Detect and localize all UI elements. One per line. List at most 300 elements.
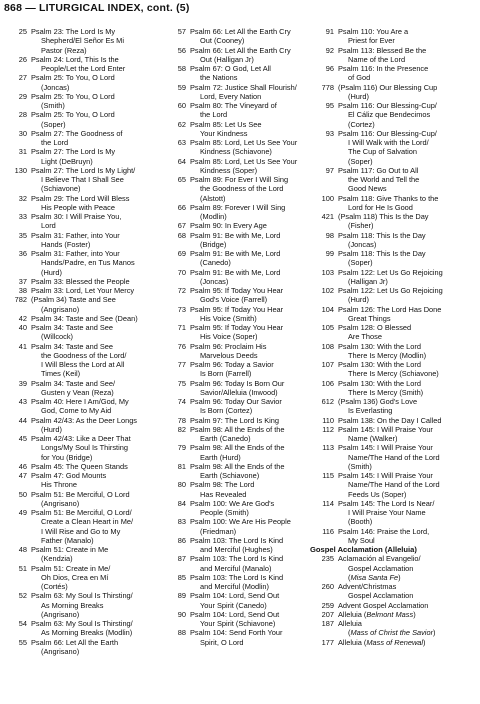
entry-line: Psalm 45: The Queen Stands bbox=[31, 461, 128, 471]
entry-number: 76 bbox=[177, 341, 186, 351]
entry-line: Psalm 138: On the Day I Called bbox=[338, 415, 442, 425]
entry-line: Lord, Every Nation bbox=[200, 91, 262, 101]
entry-number: 103 bbox=[321, 267, 334, 277]
index-entry bbox=[10, 92, 163, 111]
entry-line: the Goodness of the Lord/ bbox=[41, 350, 127, 360]
index-entry bbox=[169, 554, 315, 573]
entry-number: 36 bbox=[18, 249, 27, 258]
entry-line: Advent Gospel Acclamation bbox=[338, 600, 429, 610]
entry-number: 63 bbox=[177, 138, 186, 147]
entry-title bbox=[31, 638, 163, 657]
entry-line: Psalm 128: O Blessed bbox=[338, 323, 412, 332]
entry-number: 81 bbox=[177, 461, 186, 471]
entry-title bbox=[190, 138, 315, 157]
entry-line: Psalm 103: The Lord Is Kind bbox=[190, 572, 284, 582]
entry-title bbox=[338, 231, 477, 250]
entry-number: 92 bbox=[325, 45, 334, 55]
entry-number: 51 bbox=[18, 563, 27, 573]
entry-title bbox=[190, 175, 315, 203]
entry-number: 93 bbox=[325, 128, 334, 138]
entry-line: Psalm 63: My Soul Is Thirsting/ bbox=[31, 619, 133, 628]
index-entry bbox=[10, 342, 163, 379]
entry-line: Psalm 30: I Will Praise You, bbox=[31, 212, 122, 221]
entry-line: (Booth) bbox=[348, 517, 373, 527]
entry-title bbox=[338, 443, 477, 471]
entry-line: I Will Bless the Lord at All bbox=[41, 360, 125, 369]
entry-line: Name/The Hand of the Lord bbox=[348, 480, 440, 490]
entry-number: 107 bbox=[321, 360, 334, 369]
entry-line: Psalm 27: The Lord Is My Light/ bbox=[31, 165, 136, 175]
index-entry bbox=[169, 379, 315, 398]
entry-line: Psalm 27: The Goodness of bbox=[31, 128, 123, 138]
entry-line: Psalm 51: Create in Me bbox=[31, 545, 109, 554]
entry-line: (Hurd) bbox=[41, 267, 62, 277]
entry-title bbox=[190, 268, 315, 287]
index-entry bbox=[10, 55, 163, 74]
entry-title bbox=[338, 323, 477, 342]
entry-title: Alleluia (Belmont Mass) bbox=[338, 609, 416, 619]
entry-number: 74 bbox=[177, 397, 186, 406]
index-entry bbox=[10, 314, 163, 323]
entry-title bbox=[190, 443, 315, 462]
entry-number: 97 bbox=[325, 165, 334, 175]
index-column-1 bbox=[10, 27, 163, 656]
entry-title bbox=[338, 249, 477, 268]
entry-line: (Hurd) bbox=[348, 295, 369, 305]
entry-line: Psalm 51: Be Merciful, O Lord bbox=[31, 489, 130, 499]
entry-title bbox=[190, 416, 315, 425]
entry-number: 116 bbox=[322, 526, 334, 536]
entry-number: 33 bbox=[18, 212, 27, 221]
entry-number: 75 bbox=[177, 378, 186, 388]
entry-line: Psalm 104: Lord, Send Out bbox=[190, 609, 280, 619]
entry-line: Earth (Schiavone) bbox=[200, 471, 260, 480]
entry-number: 37 bbox=[18, 276, 27, 286]
index-entry bbox=[317, 64, 477, 83]
entry-title bbox=[338, 360, 477, 379]
entry-line: Psalm 98: The Lord bbox=[190, 480, 255, 490]
index-entry bbox=[317, 638, 477, 647]
entry-title bbox=[338, 471, 477, 499]
index-entry bbox=[169, 120, 315, 139]
entry-line: Out (Cooney) bbox=[200, 36, 245, 46]
entry-line: (Kendzia) bbox=[41, 554, 73, 564]
entry-line: Alleluia bbox=[338, 609, 364, 619]
entry-number: 57 bbox=[177, 27, 186, 36]
entry-line: There Is Mercy (Schiavone) bbox=[348, 369, 439, 379]
entry-line: Psalm 80: The Vineyard of bbox=[190, 101, 277, 110]
entry-line: Psalm 27: The Lord Is My bbox=[31, 147, 116, 157]
entry-title bbox=[190, 379, 315, 398]
entry-line: Psalm 23: The Lord Is My bbox=[31, 27, 116, 36]
entry-line: Lord bbox=[41, 221, 56, 231]
entry-number: 110 bbox=[322, 415, 334, 425]
entry-line: for You (Bridge) bbox=[41, 452, 93, 462]
entry-line: His Throne bbox=[41, 480, 78, 490]
entry-title bbox=[190, 573, 315, 592]
entry-title: Alleluia (Mass of Christ the Savior) bbox=[338, 619, 436, 638]
entry-number: 28 bbox=[18, 110, 27, 120]
entry-title bbox=[190, 157, 315, 176]
index-entry bbox=[317, 471, 477, 499]
entry-title bbox=[190, 397, 315, 416]
entry-number: 90 bbox=[177, 609, 186, 619]
entry-number: 235 bbox=[321, 554, 334, 564]
entry-title bbox=[190, 83, 315, 102]
entry-number: 49 bbox=[18, 508, 27, 517]
entry-number: 38 bbox=[18, 286, 27, 295]
entry-line: the Nations bbox=[200, 73, 238, 83]
entry-number: 80 bbox=[177, 480, 186, 490]
index-column-2 bbox=[169, 27, 315, 647]
entry-number: 84 bbox=[177, 498, 186, 508]
entry-title bbox=[338, 166, 477, 194]
entry-line: Psalm 47: God Mounts bbox=[31, 471, 107, 480]
index-entry bbox=[10, 416, 163, 435]
entry-line: Good News bbox=[348, 184, 387, 194]
entry-number: 86 bbox=[177, 535, 186, 545]
entry-line: Gospel Acclamation bbox=[348, 563, 414, 573]
index-entry bbox=[169, 416, 315, 425]
entry-number: 73 bbox=[177, 304, 186, 314]
index-entry bbox=[169, 443, 315, 462]
index-entry bbox=[317, 129, 477, 166]
entry-line: and Merciful (Modlin) bbox=[200, 582, 270, 591]
entry-line: (Fisher) bbox=[348, 221, 374, 231]
entry-line: God's Voice (Farrell) bbox=[200, 295, 268, 305]
entry-line: Psalm 145: I Will Praise Your bbox=[338, 424, 433, 434]
entry-number: 99 bbox=[325, 249, 334, 258]
entry-line: the World and Tell the bbox=[348, 175, 420, 184]
index-entry bbox=[10, 129, 163, 148]
entry-line: Name of the Lord bbox=[348, 54, 406, 64]
entry-line: El Cáliz que Bendecimos bbox=[348, 110, 431, 120]
index-entry bbox=[169, 138, 315, 157]
entry-line: As Morning Breaks (Modlin) bbox=[41, 628, 133, 638]
entry-number: 52 bbox=[18, 591, 27, 601]
entry-line: I Will Rise and Go to My bbox=[41, 526, 121, 536]
index-entry bbox=[169, 397, 315, 416]
entry-line: the Lord bbox=[41, 138, 69, 147]
entry-line: the Lord bbox=[200, 110, 228, 120]
entry-title bbox=[190, 425, 315, 444]
entry-title bbox=[31, 231, 163, 250]
entry-line: (Hurd) bbox=[41, 424, 62, 434]
entry-title bbox=[190, 305, 315, 324]
index-entry bbox=[10, 277, 163, 286]
entry-line: His People with Peace bbox=[41, 202, 115, 212]
entry-title bbox=[190, 101, 315, 120]
index-entry bbox=[169, 249, 315, 268]
index-entry bbox=[10, 73, 163, 92]
entry-title bbox=[190, 27, 315, 46]
entry-number: 78 bbox=[177, 415, 186, 425]
entry-title bbox=[190, 554, 315, 573]
entry-line: Psalm 130: With the Lord bbox=[338, 378, 421, 388]
entry-line: Psalm 96: Today a Savior bbox=[190, 360, 274, 369]
entry-line: Psalm 116: In the Presence bbox=[338, 64, 429, 73]
entry-number: 55 bbox=[18, 637, 27, 647]
entry-line: of God bbox=[348, 73, 371, 83]
entry-mass-name: Belmont Mass bbox=[366, 609, 414, 619]
entry-title bbox=[190, 249, 315, 268]
index-entry bbox=[169, 27, 315, 46]
index-entry bbox=[10, 110, 163, 129]
index-entry bbox=[10, 508, 163, 545]
index-entry bbox=[169, 64, 315, 83]
entry-line: His Voice (Smith) bbox=[200, 313, 257, 323]
entry-line: (Soper) bbox=[41, 119, 66, 129]
entry-number: 612 bbox=[321, 397, 334, 406]
index-entry bbox=[169, 101, 315, 120]
entry-number: 30 bbox=[18, 128, 27, 138]
index-entry bbox=[317, 305, 477, 324]
entry-number: 95 bbox=[325, 101, 334, 110]
entry-title bbox=[31, 490, 163, 509]
entry-title bbox=[31, 147, 163, 166]
entry-line: Psalm 42/43: As the Deer Longs bbox=[31, 415, 137, 425]
entry-title bbox=[338, 129, 477, 166]
entry-line: Psalm 51: Be Merciful, O Lord/ bbox=[31, 508, 132, 517]
entry-number: 104 bbox=[321, 304, 334, 314]
entry-title bbox=[31, 471, 163, 490]
index-entry bbox=[317, 379, 477, 398]
entry-number: 27 bbox=[18, 73, 27, 83]
entry-line: (Willcock) bbox=[41, 332, 74, 342]
entry-line: Psalm 103: The Lord Is Kind bbox=[190, 535, 284, 545]
entry-title bbox=[190, 323, 315, 342]
entry-line: My Soul bbox=[348, 535, 375, 545]
index-entry bbox=[169, 610, 315, 629]
entry-line: Psalm 24: Lord, This Is the bbox=[31, 54, 119, 64]
index-entry bbox=[317, 601, 477, 610]
entry-line: Your Spirit (Canedo) bbox=[200, 600, 267, 610]
entry-title bbox=[31, 379, 163, 398]
entry-title bbox=[31, 397, 163, 416]
index-entry bbox=[10, 471, 163, 490]
index-entry bbox=[317, 166, 477, 194]
entry-number: 42 bbox=[18, 313, 27, 323]
entry-line: Is Born (Farrell) bbox=[200, 369, 252, 379]
entry-number: 91 bbox=[325, 27, 334, 36]
entry-line: Kindness (Schiavone) bbox=[200, 147, 272, 157]
entry-number: 421 bbox=[321, 212, 334, 221]
entry-line: (Schiavone) bbox=[41, 184, 81, 194]
entry-number: 69 bbox=[177, 249, 186, 258]
entry-title bbox=[190, 286, 315, 305]
entry-line: Advent/Christmas bbox=[338, 582, 397, 591]
entry-line: (Joncas) bbox=[200, 276, 229, 286]
index-entry bbox=[10, 286, 163, 295]
entry-line: Psalm 118: This Is the Day bbox=[338, 230, 426, 240]
entry-title bbox=[338, 194, 477, 213]
entry-line: Psalm 117: Go Out to All bbox=[338, 165, 419, 175]
entry-number: 778 bbox=[321, 82, 334, 92]
entry-title bbox=[190, 231, 315, 250]
index-entry bbox=[10, 545, 163, 564]
entry-line: Psalm 97: The Lord Is King bbox=[190, 415, 280, 425]
entry-line: Name/The Hand of the Lord bbox=[348, 452, 440, 462]
entry-line: (Bridge) bbox=[200, 239, 227, 249]
entry-number: 77 bbox=[177, 360, 186, 369]
entry-line: Psalm 85: Lord, Let Us See Your bbox=[190, 138, 298, 147]
index-entry bbox=[317, 46, 477, 65]
entry-line: Psalm 66: Let All the Earth Cry bbox=[190, 27, 291, 36]
entry-line: Psalm 89: Forever I Will Sing bbox=[190, 202, 286, 212]
index-entry bbox=[169, 203, 315, 222]
entry-line: Psalm 116: Our Blessing-Cup/ bbox=[338, 128, 437, 138]
entry-line: (Joncas) bbox=[41, 82, 70, 92]
entry-line: Psalm 104: Send Forth Your bbox=[190, 628, 283, 638]
entry-line: Psalm 100: We Are God's bbox=[190, 498, 275, 508]
entry-line: (Psalm 34) Taste and See bbox=[31, 295, 116, 305]
entry-title bbox=[338, 499, 477, 527]
entry-line: Psalm 96: Today Our Savior bbox=[190, 397, 282, 406]
index-entry bbox=[317, 286, 477, 305]
entry-number: 85 bbox=[177, 572, 186, 582]
index-entry bbox=[10, 212, 163, 231]
entry-line: (Angrisano) bbox=[41, 304, 80, 314]
entry-line: Psalm 118: Give Thanks to the bbox=[338, 193, 439, 203]
index-entry bbox=[317, 342, 477, 361]
index-entry bbox=[169, 628, 315, 647]
entry-line: Alleluia bbox=[338, 637, 364, 647]
entry-number: 98 bbox=[325, 230, 334, 240]
entry-line: (Cortez) bbox=[348, 119, 375, 129]
entry-line: Psalm 33: Lord, Let Your Mercy bbox=[31, 286, 135, 295]
index-entry bbox=[317, 425, 477, 444]
entry-title bbox=[190, 221, 315, 230]
index-entry bbox=[169, 462, 315, 481]
index-entry bbox=[317, 360, 477, 379]
entry-title bbox=[338, 601, 477, 610]
entry-line: Psalm 100: We Are His People bbox=[190, 517, 291, 527]
entry-title bbox=[338, 83, 477, 102]
entry-line: (Angrisano) bbox=[41, 609, 80, 619]
page-header: 868 — LITURGICAL INDEX, cont. (5) bbox=[4, 2, 190, 14]
entry-number: 71 bbox=[177, 323, 186, 332]
entry-number: 48 bbox=[18, 545, 27, 554]
entry-title bbox=[338, 582, 477, 601]
index-entry bbox=[10, 434, 163, 462]
index-entry bbox=[169, 268, 315, 287]
entry-number: 88 bbox=[177, 628, 186, 638]
entry-title bbox=[31, 55, 163, 74]
entry-line: Psalm 96: Today Is Born Our bbox=[190, 378, 285, 388]
index-entry bbox=[317, 83, 477, 102]
entry-line: (Angrisano) bbox=[41, 646, 80, 656]
index-entry bbox=[169, 591, 315, 610]
index-entry bbox=[169, 573, 315, 592]
entry-line: There Is Mercy (Modlin) bbox=[348, 350, 427, 360]
entry-number: 66 bbox=[177, 202, 186, 212]
entry-title bbox=[338, 397, 477, 416]
entry-line: (Friedman) bbox=[200, 526, 237, 536]
entry-line: Kindness (Soper) bbox=[200, 165, 258, 175]
entry-title bbox=[31, 110, 163, 129]
entry-number: 67 bbox=[177, 221, 186, 231]
entry-title bbox=[190, 536, 315, 555]
entry-line: Psalm 103: The Lord Is Kind bbox=[190, 554, 284, 564]
entry-number: 39 bbox=[18, 378, 27, 388]
entry-title bbox=[31, 295, 163, 314]
index-entry bbox=[169, 425, 315, 444]
entry-number: 50 bbox=[18, 489, 27, 499]
entry-title bbox=[190, 610, 315, 629]
entry-line: Out (Halligan Jr) bbox=[200, 54, 254, 64]
index-entry bbox=[10, 619, 163, 638]
entry-number: 112 bbox=[322, 424, 334, 434]
index-entry bbox=[317, 268, 477, 287]
entry-title bbox=[31, 619, 163, 638]
entry-line: Psalm 113: Blessed Be the bbox=[338, 45, 427, 55]
index-entry bbox=[317, 527, 477, 546]
entry-number: 40 bbox=[18, 323, 27, 332]
index-entry bbox=[10, 147, 163, 166]
entry-line: Psalm 25: To You, O Lord bbox=[31, 73, 115, 83]
entry-line: Psalm 85: Let Us See bbox=[190, 119, 262, 129]
index-entry bbox=[10, 490, 163, 509]
entry-number: 44 bbox=[18, 415, 27, 425]
entry-line: Earth (Canedo) bbox=[200, 434, 251, 443]
index-entry bbox=[10, 591, 163, 619]
entry-line: Psalm 33: Blessed the People bbox=[31, 276, 130, 286]
entry-line: (Joncas) bbox=[348, 239, 377, 249]
index-entry bbox=[317, 619, 477, 638]
entry-line: Psalm 118: This Is the Day bbox=[338, 249, 426, 258]
index-entry bbox=[10, 379, 163, 398]
entry-title bbox=[338, 27, 477, 46]
index-entry bbox=[10, 231, 163, 250]
entry-number: 89 bbox=[177, 591, 186, 601]
entry-line: (Soper) bbox=[348, 258, 373, 268]
index-entry bbox=[317, 212, 477, 231]
entry-line: Psalm 51: Create in Me/ bbox=[31, 563, 111, 573]
entry-line: Psalm 130: With the Lord bbox=[338, 341, 421, 351]
entry-line: Psalm 34: Taste and See bbox=[31, 341, 114, 351]
entry-number: 29 bbox=[18, 91, 27, 101]
entry-number: 58 bbox=[177, 64, 186, 73]
index-entry bbox=[169, 536, 315, 555]
entry-line: Psalm 130: With the Lord bbox=[338, 360, 421, 369]
entry-line: Psalm 31: Father, into Your bbox=[31, 230, 120, 240]
entry-number: 259 bbox=[321, 600, 334, 610]
index-entry bbox=[317, 582, 477, 601]
entry-title bbox=[338, 286, 477, 305]
entry-number: 100 bbox=[321, 193, 334, 203]
entry-line: Psalm 122: Let Us Go Rejoicing bbox=[338, 267, 443, 277]
entry-title bbox=[190, 203, 315, 222]
entry-title bbox=[31, 323, 163, 342]
entry-number: 70 bbox=[177, 267, 186, 277]
entry-number: 79 bbox=[177, 443, 186, 453]
entry-number: 115 bbox=[322, 471, 334, 480]
entry-number: 105 bbox=[321, 323, 334, 332]
entry-number: 782 bbox=[14, 295, 27, 305]
entry-title bbox=[31, 591, 163, 619]
entry-line: Psalm 34: Taste and See (Dean) bbox=[31, 313, 138, 323]
entry-line: (Alstott) bbox=[200, 193, 226, 203]
entry-line: People (Smith) bbox=[200, 508, 249, 517]
entry-line: (Cortés) bbox=[41, 582, 68, 591]
index-entry bbox=[317, 231, 477, 250]
entry-mass-name: Mass of Christ the Savior bbox=[350, 628, 434, 638]
entry-number: 113 bbox=[322, 443, 334, 453]
entry-line: and Merciful (Hughes) bbox=[200, 545, 273, 554]
index-entry bbox=[317, 323, 477, 342]
index-entry bbox=[10, 194, 163, 213]
entry-line: (Hurd) bbox=[348, 91, 369, 101]
